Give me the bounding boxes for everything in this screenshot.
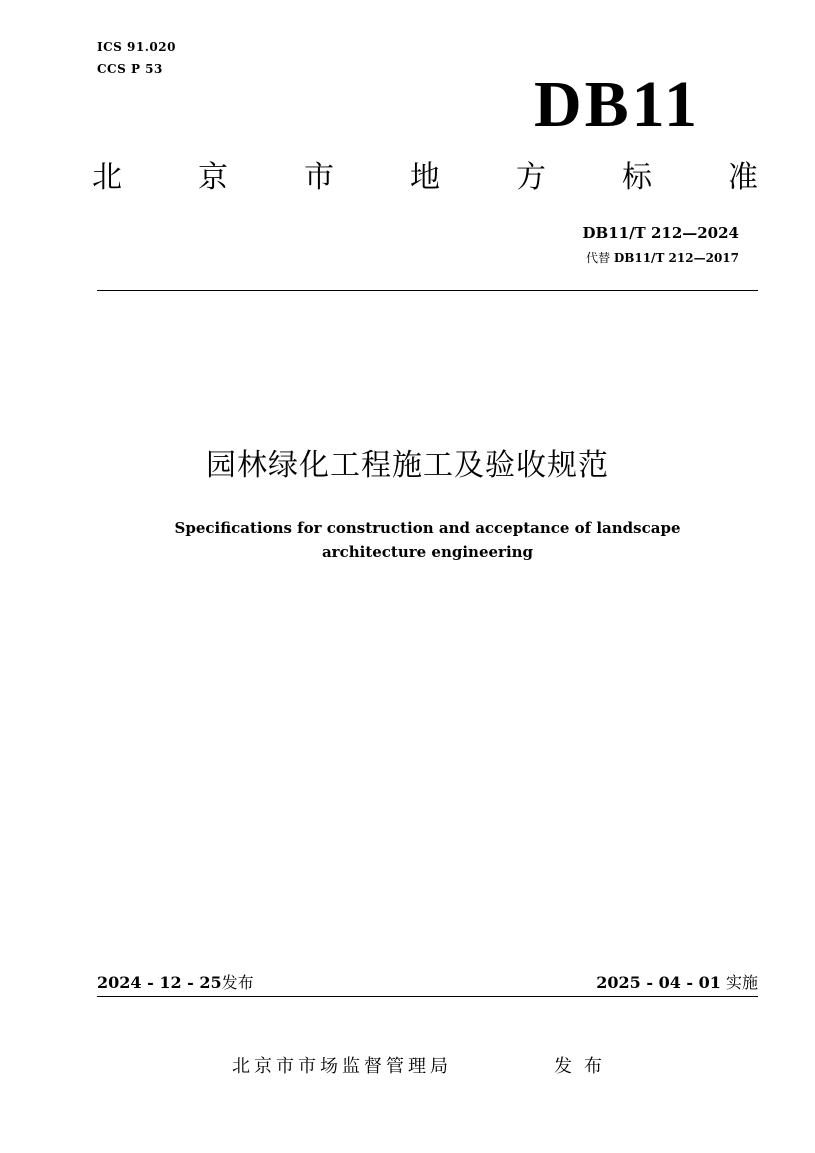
standard-type-char: 方	[516, 160, 546, 195]
implement-label: 实施	[725, 973, 758, 992]
implement-date-line	[596, 973, 758, 993]
standard-type-char: 市	[304, 160, 334, 195]
bottom-divider	[97, 996, 758, 997]
standard-number: DB11/T 212—2024	[582, 224, 739, 242]
title-english-line2: architecture engineering	[321, 543, 534, 561]
ics-code: ICS 91.020	[97, 40, 176, 54]
title-chinese: 园林绿化工程施工及验收规范	[206, 448, 609, 483]
issue-date: 2024 - 12 - 25	[97, 973, 222, 992]
implement-date: 2025 - 04 - 01	[596, 973, 721, 992]
issuer-action: 发布	[554, 1056, 614, 1077]
standard-type-char: 京	[198, 160, 228, 195]
title-english	[80, 516, 775, 564]
standard-type-char: 北	[92, 160, 122, 195]
standard-mark: DB11	[533, 68, 700, 141]
title-english-line1: Specifications for construction and acceptance of landscape	[174, 519, 681, 537]
standard-type-heading	[92, 158, 758, 198]
replaces-label: 代替	[585, 251, 610, 265]
standard-type-char: 准	[728, 160, 758, 195]
ccs-code: CCS P 53	[97, 62, 163, 76]
issue-label: 发布	[221, 973, 254, 992]
issue-date-line	[97, 973, 254, 993]
standard-type-char: 标	[622, 160, 652, 195]
top-divider	[97, 290, 758, 291]
replaces-number: DB11/T 212—2017	[613, 251, 739, 265]
issuer-name: 北京市市场监督管理局	[232, 1056, 452, 1077]
replaces-line	[586, 250, 739, 266]
standard-type-char: 地	[410, 160, 440, 195]
